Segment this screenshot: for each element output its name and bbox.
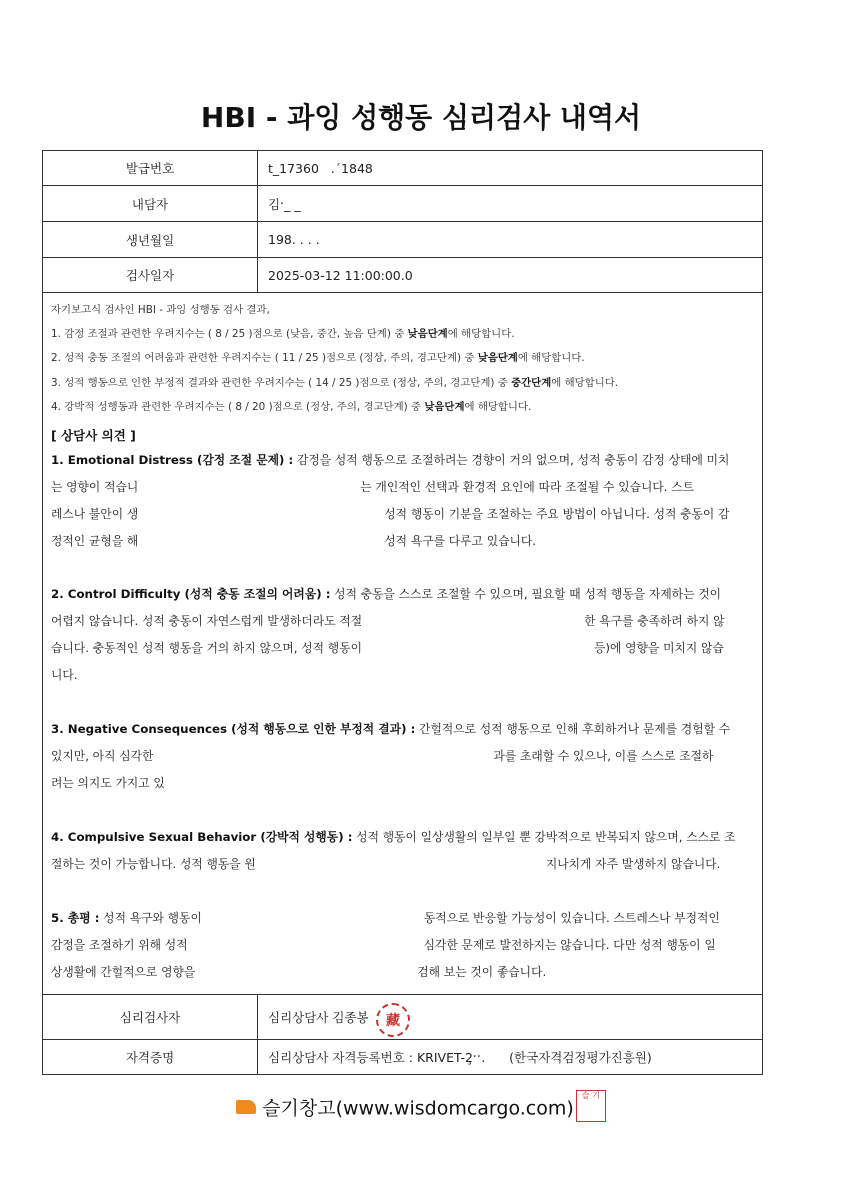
birth-date-value: 198. . . . (268, 232, 320, 247)
certification-value: 심리상담사 자격등록번호 : KRIVET-2̧ˑˑ. (한국자격검정평가진흥원) (268, 1050, 652, 1065)
issue-number-row (43, 151, 762, 186)
report-table (42, 150, 763, 1075)
examiner-value: 심리상담사 김종봉 (268, 1010, 369, 1025)
brand-seal: 슬 기 (576, 1090, 606, 1122)
birth-date-label: 생년월일 (43, 222, 258, 257)
test-date-value: 2025-03-12 11:00:00.0 (268, 267, 413, 283)
footer-brand (0, 1093, 842, 1125)
brand-text[interactable]: 슬기창고(www.wisdomcargo.com) (262, 1097, 574, 1120)
certification-label: 자격증명 (43, 1040, 258, 1074)
examiner-row (43, 994, 762, 1040)
examiner-stamp: 藏 (376, 1003, 410, 1037)
test-summary (51, 298, 759, 419)
opinion-section-negative-consequences: 3. Negative Consequences (성적 행동으로 인한 부정적 결과) : 간헐적으로 성적 행동으로 인해 후회하거나 문제를 경험할 수 있지만, 아직 심각한 과를 초래할 수 있으나, 이를 스스로 조절하 려는 의지도 가지고 있 (51, 722, 731, 790)
summary-line-2: 2. 성적 충동 조절의 어려움과 관련한 우려지수는 ( 11 / 25 )점으로 (정상, 주의, 경고단계) 중 낮음단계에 해당합니다. (51, 352, 585, 365)
respondent-row (43, 186, 762, 222)
respondent-label: 내담자 (43, 186, 258, 221)
opinion-section-emotional-distress: 1. Emotional Distress (감정 조절 문제) : 감정을 성적 행동으로 조절하려는 경향이 거의 없으며, 성적 충동이 감정 상태에 미치 는 영향이 적습니 는 개인적인 선택과 환경적 요인에 따라 조절될 수 있습니다. 스트 레스나 불안이 생 성적 행동이 기분을 조절하는 주요 방법이 아닙니다. 성적 충동이 감 정적인 균형을 해 성적 욕구를 다루고 있습니다. (51, 453, 730, 548)
opinion-section-control-difficulty: 2. Control Difficulty (성적 충동 조절의 어려움) : 성적 충동을 스스로 조절할 수 있으며, 필요할 때 성적 행동을 자제하는 것이 어렵지 않습니다. 성적 충동이 자연스럽게 발생하더라도 적절 한 욕구를 충족하려 하지 않 습니다. 충동적인 성적 행동을 거의 하지 않으며, 성적 행동이 등)에 영향을 미치지 않습 니다. (51, 587, 725, 682)
respondent-value: 김ˑ_ _ (268, 196, 301, 212)
birth-date-row (43, 222, 762, 258)
test-date-row (43, 258, 762, 293)
certification-row (43, 1040, 762, 1074)
summary-line-4: 4. 강박적 성행동과 관련한 우려지수는 ( 8 / 20 )점으로 (정상, 주의, 경고단계) 중 낮음단계에 해당합니다. (51, 400, 532, 413)
summary-line-3: 3. 성적 행동으로 인한 부정적 결과와 관련한 우려지수는 ( 14 / 25 )점으로 (정상, 주의, 경고단계) 중 중간단계에 해당합니다. (51, 376, 619, 389)
opinion-section-overall: 5. 총평 : 성적 욕구와 행동이 동적으로 반응할 가능성이 있습니다. 스트레스나 부정적인 감정을 조절하기 위해 성적 심각한 문제로 발전하지는 않습니다. 다만 성적 행동이 일 상생활에 간헐적으로 영향을 검해 보는 것이 좋습니다. (51, 911, 720, 979)
test-date-label: 검사일자 (43, 258, 258, 292)
summary-intro: 자기보고식 검사인 HBI - 과잉 성행동 검사 결과, (51, 304, 270, 316)
issue-number-value: t_17360 .´1848 (268, 160, 373, 176)
examiner-label: 심리검사자 (43, 995, 258, 1039)
opinion-section-compulsive-behavior: 4. Compulsive Sexual Behavior (강박적 성행동) : 성적 행동이 일상생활의 일부일 뿐 강박적으로 반복되지 않으며, 스스로 조 절하는 것이 가능합니다. 성적 행동을 원 지나치게 자주 발생하지 않습니다. (51, 830, 736, 871)
counselor-opinion-heading: [ 상담사 의견 ] (51, 428, 136, 443)
issue-number-label: 발급번호 (43, 151, 258, 185)
document-title: HBI - 과잉 성행동 심리검사 내역서 (200, 101, 642, 134)
folder-icon (236, 1100, 256, 1114)
summary-line-1: 1. 감정 조절과 관련한 우려지수는 ( 8 / 25 )점으로 (낮음, 중간, 높음 단계) 중 낮음단계에 해당합니다. (51, 328, 515, 341)
